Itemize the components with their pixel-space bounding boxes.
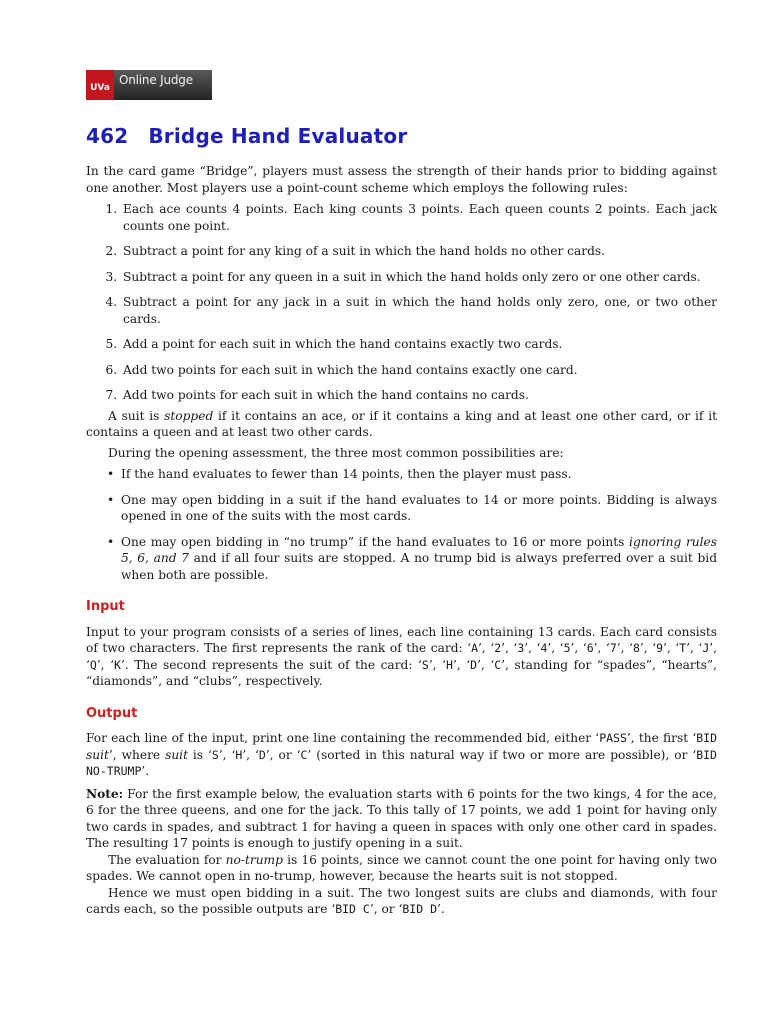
note-paragraph-2	[86, 852, 717, 885]
text-span: For each line of the input, print one line containing the recommended bid, either ‘	[86, 731, 600, 745]
emphasis: suit	[86, 747, 109, 762]
code-notrump: BID NO-TRUMP	[86, 747, 717, 778]
output-heading: Output	[86, 705, 138, 721]
output-paragraph: For each line of the input, print one line containing the recommended bid, either ‘PASS’, the first ‘BID suit’, where suit is ‘S’, ‘H’, ‘D’, or ‘C’ (sorted in this natural way if two or more are possible), or ‘BID NO-TRUMP’.	[86, 731, 717, 778]
stopped-paragraph	[86, 408, 717, 441]
problem-number: 462	[86, 124, 129, 148]
code-char: 4	[540, 641, 548, 655]
code-char: T	[679, 641, 687, 655]
text-span: The evaluation for	[108, 852, 226, 867]
text-span: ’, or ‘	[369, 902, 403, 916]
note-label: Note:	[86, 786, 124, 801]
rule-item: 2. Subtract a point for any king of a suit in which the hand holds no other cards.	[121, 243, 717, 260]
text-span: ’, where	[108, 747, 166, 762]
code-suit: H	[235, 747, 243, 762]
note-paragraph-3	[86, 885, 717, 918]
code-bid: BID	[696, 731, 717, 745]
emphasis: suit	[165, 747, 188, 762]
text-span: A suit is	[108, 408, 165, 423]
code-char: K	[114, 657, 121, 672]
text-span: ’.	[437, 902, 445, 916]
code-bid-c: BID C	[335, 902, 370, 916]
rank-list: A’, ‘2’, ‘3’, ‘4’, ‘5’, ‘6’, ‘7’, ‘8’, ‘9’, ‘T’, ‘J’, ‘Q’, ‘K	[86, 641, 717, 672]
rule-item: 5. Add a point for each suit in which the hand contains exactly two cards.	[121, 336, 717, 353]
code-suit: S	[211, 747, 219, 762]
input-heading: Input	[86, 599, 125, 614]
suit-list: S’, ‘H’, ‘D’, ‘C	[421, 657, 502, 672]
rule-item: 3. Subtract a point for any queen in a suit in which the hand holds only zero or one other cards.	[121, 269, 717, 286]
intro-paragraph: In the card game “Bridge”, players must assess the strength of their hands prior to bidding against one another. Most players use a point-count scheme which employs the following rules:	[86, 164, 717, 195]
code-char: Q	[89, 657, 97, 672]
text-span: Input to your program consists of a series of lines, each line containing 13 cards. Each card consists of two characters. The first represents the rank of the card: ‘	[86, 624, 717, 655]
uva-logo[interactable]	[86, 70, 212, 100]
code-suit: D	[258, 747, 266, 762]
opening-paragraph: During the opening assessment, the three most common possibilities are:	[108, 445, 564, 460]
code-char: D	[470, 657, 478, 672]
code-bid-d: BID D	[402, 902, 437, 916]
text-span: Hence we must open bidding in a suit. The two longest suits are clubs and diamonds, with four cards each, so the possible outputs are ‘	[86, 885, 717, 916]
text-span: ’. The second represents the suit of the card: ‘	[120, 657, 422, 672]
logo-text: Online Judge	[119, 73, 193, 87]
text-span: One may open bidding in “no trump” if the hand evaluates to 16 or more points	[121, 534, 630, 549]
code-suit: C	[300, 747, 308, 762]
code-char: S	[421, 657, 429, 672]
rule-item: 7. Add two points for each suit in which the hand contains no cards.	[121, 387, 717, 404]
input-paragraph	[86, 624, 717, 690]
possibility-item	[121, 534, 717, 584]
code-char: 3	[517, 641, 525, 655]
text-span: For the first example below, the evaluation starts with 6 points for the two kings, 4 for the ace, 6 for the three queens, and one for the jack. To this tally of 17 points, we add 1 point for having only two cards in spades, and subtract 1 for having a queen in spaces with only one other card in spades. The resulting 17 points is enough to justify opening in a suit.	[86, 786, 717, 850]
text-span: if it contains an ace, or if it contains a king and at least one other card, or if it contains a queen and at least two other cards.	[86, 408, 717, 439]
rule-item: 6. Add two points for each suit in which the hand contains exactly one card.	[121, 362, 717, 379]
emphasis: ignoring rules 5, 6, and 7	[121, 534, 717, 565]
text-span: ’.	[141, 764, 150, 778]
emphasis: no-trump	[225, 852, 283, 867]
code-char: A	[471, 641, 478, 655]
rule-item: 1. Each ace counts 4 points. Each king counts 3 points. Each queen counts 2 points. Each jack counts one point.	[121, 201, 717, 234]
text-span: is ‘	[187, 747, 212, 762]
code-char: C	[494, 657, 502, 672]
text-span: ’ (sorted in this natural way if two or more are possible), or ‘	[307, 747, 697, 762]
code-char: 2	[494, 641, 502, 655]
rules-list	[86, 201, 717, 404]
possibility-item: • One may open bidding in a suit if the hand evaluates to 14 or more points. Bidding is always opened in one of the suits with the most cards.	[121, 492, 717, 525]
note-paragraph	[86, 786, 717, 852]
text-span: ’, standing for “spades”, “hearts”, “diamonds”, and “clubs”, respectively.	[86, 657, 718, 688]
possibilities-list	[86, 466, 717, 583]
code-char: 5	[563, 641, 571, 655]
code-char: 9	[656, 641, 663, 655]
code-pass: PASS	[599, 731, 627, 745]
problem-body	[86, 163, 717, 918]
problem-title	[86, 124, 407, 148]
logo-badge: UVa	[86, 70, 114, 100]
code-char: J	[702, 641, 710, 655]
rule-item: 4. Subtract a point for any jack in a suit in which the hand holds only zero, one, or two other cards.	[121, 294, 717, 327]
text-span: is 16 points, since we cannot count the one point for having only two spades. We cannot open in no-trump, however, because the hearts suit is not stopped.	[86, 852, 717, 883]
code-char: H	[446, 657, 453, 672]
code-char: 7	[609, 641, 617, 655]
code-char: 8	[632, 641, 640, 655]
code-char: 6	[586, 641, 594, 655]
text-span: and if all four suits are stopped. A no trump bid is always preferred over a suit bid when both are possible.	[121, 551, 717, 582]
problem-name: Bridge Hand Evaluator	[148, 124, 408, 148]
possibility-item: • If the hand evaluates to fewer than 14 points, then the player must pass.	[121, 466, 717, 483]
stopped-term: stopped	[164, 408, 214, 423]
text-span: ’, the first ‘	[626, 731, 697, 745]
